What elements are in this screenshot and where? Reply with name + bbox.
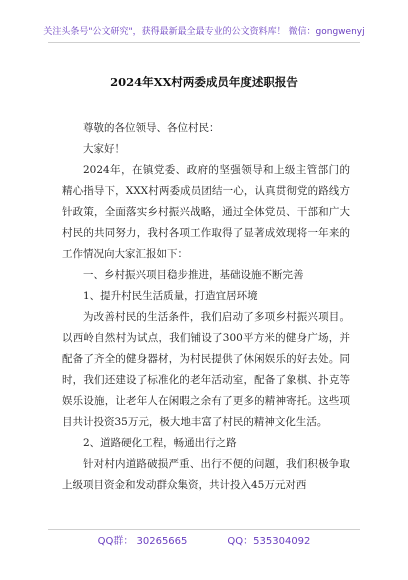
footer-qq: QQ：535304092 [227,536,311,547]
document-body [62,118,350,496]
paragraph: 尊敬的各位领导、各位村民： [83,122,220,134]
section-heading: 一、乡村振兴项目稳步推进，基础设施不断完善 [83,269,304,281]
footer-divider [48,529,360,530]
paragraph: 2024年，在镇党委、政府的坚强领导和上级主管部门的精心指导下，XXX村两委成员团结一心，认真贯彻党的路线方针政策，全面落实乡村振兴战略，通过全体党员、干部和广大村民的共同努力，我村各项工作取得了显著成效现将一年来的工作情况向大家汇报如下： [62,164,350,260]
footer-qq-group: QQ群： 30265665 [97,536,188,547]
header-divider [48,42,360,43]
paragraph: 为改善村民的生活条件，我们启动了多项乡村振兴项目。以西岭自然村为试点，我们铺设了300平方米的健身广场，并配备了齐全的健身器材，为村民提供了休闲娱乐的好去处。同时，我们还建设了标准化的老年活动室，配备了象棋、扑克等娱乐设施，让老年人在闲暇之余有了更多的精神寄托。这些项目共计投资35万元，极大地丰富了村民的精神文化生活。 [62,311,350,428]
header-notice: 关注头条号"公文研究"，获得最新最全最专业的公文资料库！ 微信：gongwenyj [43,27,365,37]
paragraph: 针对村内道路破损严重、出行不便的问题，我们积极争取上级项目资金和发动群众集资，共计投入45万元对西 [62,458,350,491]
paragraph: 大家好！ [83,143,125,155]
subsection-heading: 1、提升村民生活质量，打造宜居环境 [83,290,258,302]
page-footer [0,532,408,547]
page-header [0,0,408,44]
document-title: 2024年XX村两委成员年度述职报告 [110,75,298,89]
subsection-heading: 2、道路硬化工程，畅通出行之路 [83,437,237,449]
